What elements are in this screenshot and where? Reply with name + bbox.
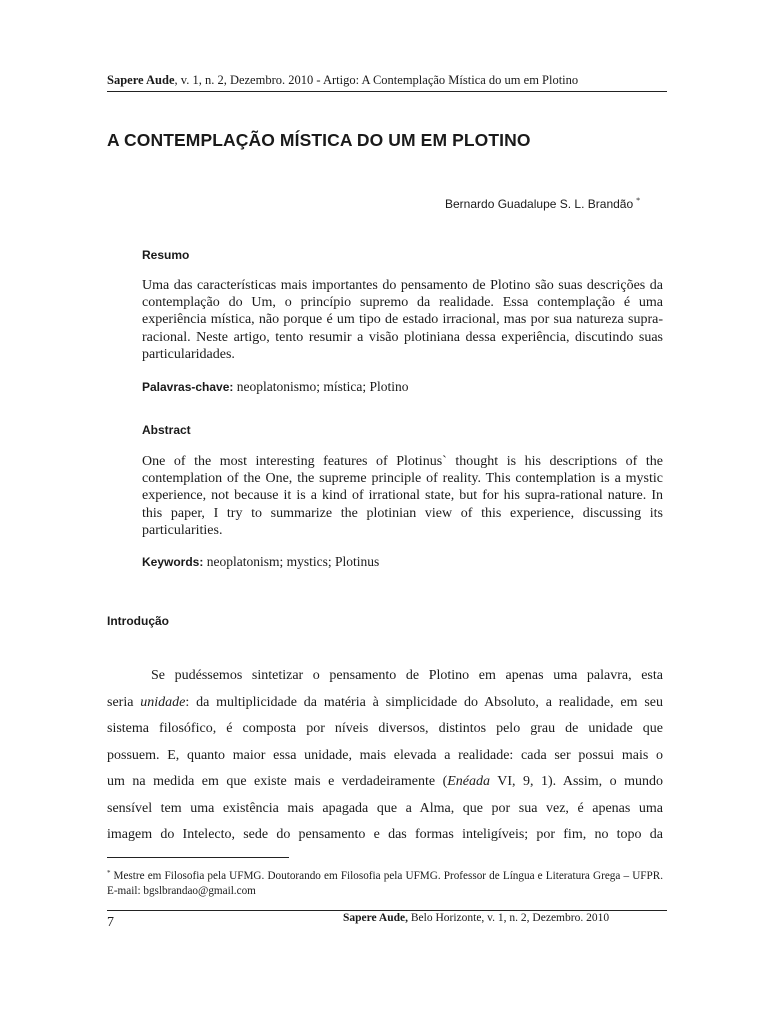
body-line: possuem. E, quanto maior essa unidade, mais elevada a realidade: cada ser possui mais o xyxy=(107,747,663,763)
body-line xyxy=(107,690,663,717)
footnote xyxy=(107,866,663,898)
running-head xyxy=(107,72,667,88)
resumo-text: Uma das características mais importantes do pensamento de Plotino são suas descrições da contemplação do Um, o princípio supremo da realidade. Essa contemplação é uma experiência mística, não porque é um tipo de estado irracional, mas por sua natureza supra-racional. Neste artigo, tento resumir a visão plotiniana dessa experiência, discutindo suas particularidades. xyxy=(142,278,663,362)
body-line xyxy=(107,769,663,796)
emphasis-eneada: Enéada xyxy=(447,774,490,789)
running-head-journal: Sapere Aude xyxy=(107,73,175,87)
emphasis-unidade: unidade xyxy=(140,694,186,710)
running-footer xyxy=(343,912,609,924)
body-line: imagem do Intelecto, sede do pensamento e das formas inteligíveis; por fim, no topo da xyxy=(107,827,663,842)
footer-rule xyxy=(107,910,667,911)
author-line xyxy=(445,196,640,211)
article-title: A CONTEMPLAÇÃO MÍSTICA DO UM EM PLOTINO xyxy=(107,130,531,150)
body-text-run: VI, 9, 1). Assim, o mundo xyxy=(490,774,663,789)
footnote-rule xyxy=(107,857,289,858)
abstract-heading: Abstract xyxy=(142,423,191,437)
body-text-run: : da multiplicidade da matéria à simplicidade do Absoluto, a realidade, em seu xyxy=(185,694,663,710)
resumo-keywords-values: neoplatonismo; mística; Plotino xyxy=(233,379,409,394)
running-footer-details: Belo Horizonte, v. 1, n. 2, Dezembro. 2010 xyxy=(407,912,610,924)
body-line: sistema filosófico, é composta por níveis diversos, distintos pelo grau de unidade que xyxy=(107,721,663,736)
abstract-text: One of the most interesting features of Plotinus` thought is his descriptions of the contemplation of the One, the supreme principle of reality. This contemplation is a mystic experience, not because it is a kind of irrational state, but for his supra-rational nature. In this paper, I try to summarize the plotinian view of this experience, discussing its particularities. xyxy=(142,454,663,538)
body-line: sensível tem uma existência mais apagada que a Alma, que por sua vez, é apenas uma xyxy=(107,800,663,816)
author-name: Bernardo Guadalupe S. L. Brandão xyxy=(445,197,634,211)
body-text-run: seria xyxy=(107,694,141,710)
footnote-mark: * xyxy=(107,869,111,877)
introduction-paragraph xyxy=(107,663,663,849)
body-line: Se pudéssemos sintetizar o pensamento de Plotino em apenas uma palavra, esta xyxy=(151,668,663,683)
running-head-details: , v. 1, n. 2, Dezembro. 2010 - Artigo: A Contemplação Mística do um em Plotino xyxy=(174,73,579,87)
header-rule xyxy=(107,91,667,92)
page-number: 7 xyxy=(107,915,114,930)
resumo-keywords-label: Palavras-chave: xyxy=(142,380,234,394)
abstract-keywords xyxy=(142,553,379,571)
footnote-text: Mestre em Filosofia pela UFMG. Doutorando em Filosofia pela UFMG. Professor de Língua e Literatura Grega – UFPR. E-mail: bgslbrandao@gmail.com xyxy=(107,870,663,897)
author-footnote-mark: * xyxy=(636,196,641,205)
resumo-keywords xyxy=(142,378,409,396)
body-text-run: um na medida em que existe mais e verdadeiramente ( xyxy=(107,774,448,789)
resumo-heading: Resumo xyxy=(142,248,190,262)
introduction-heading: Introdução xyxy=(107,614,169,628)
running-footer-journal: Sapere Aude, xyxy=(343,912,408,924)
abstract-keywords-label: Keywords: xyxy=(142,555,204,569)
abstract-keywords-values: neoplatonism; mystics; Plotinus xyxy=(203,554,380,569)
